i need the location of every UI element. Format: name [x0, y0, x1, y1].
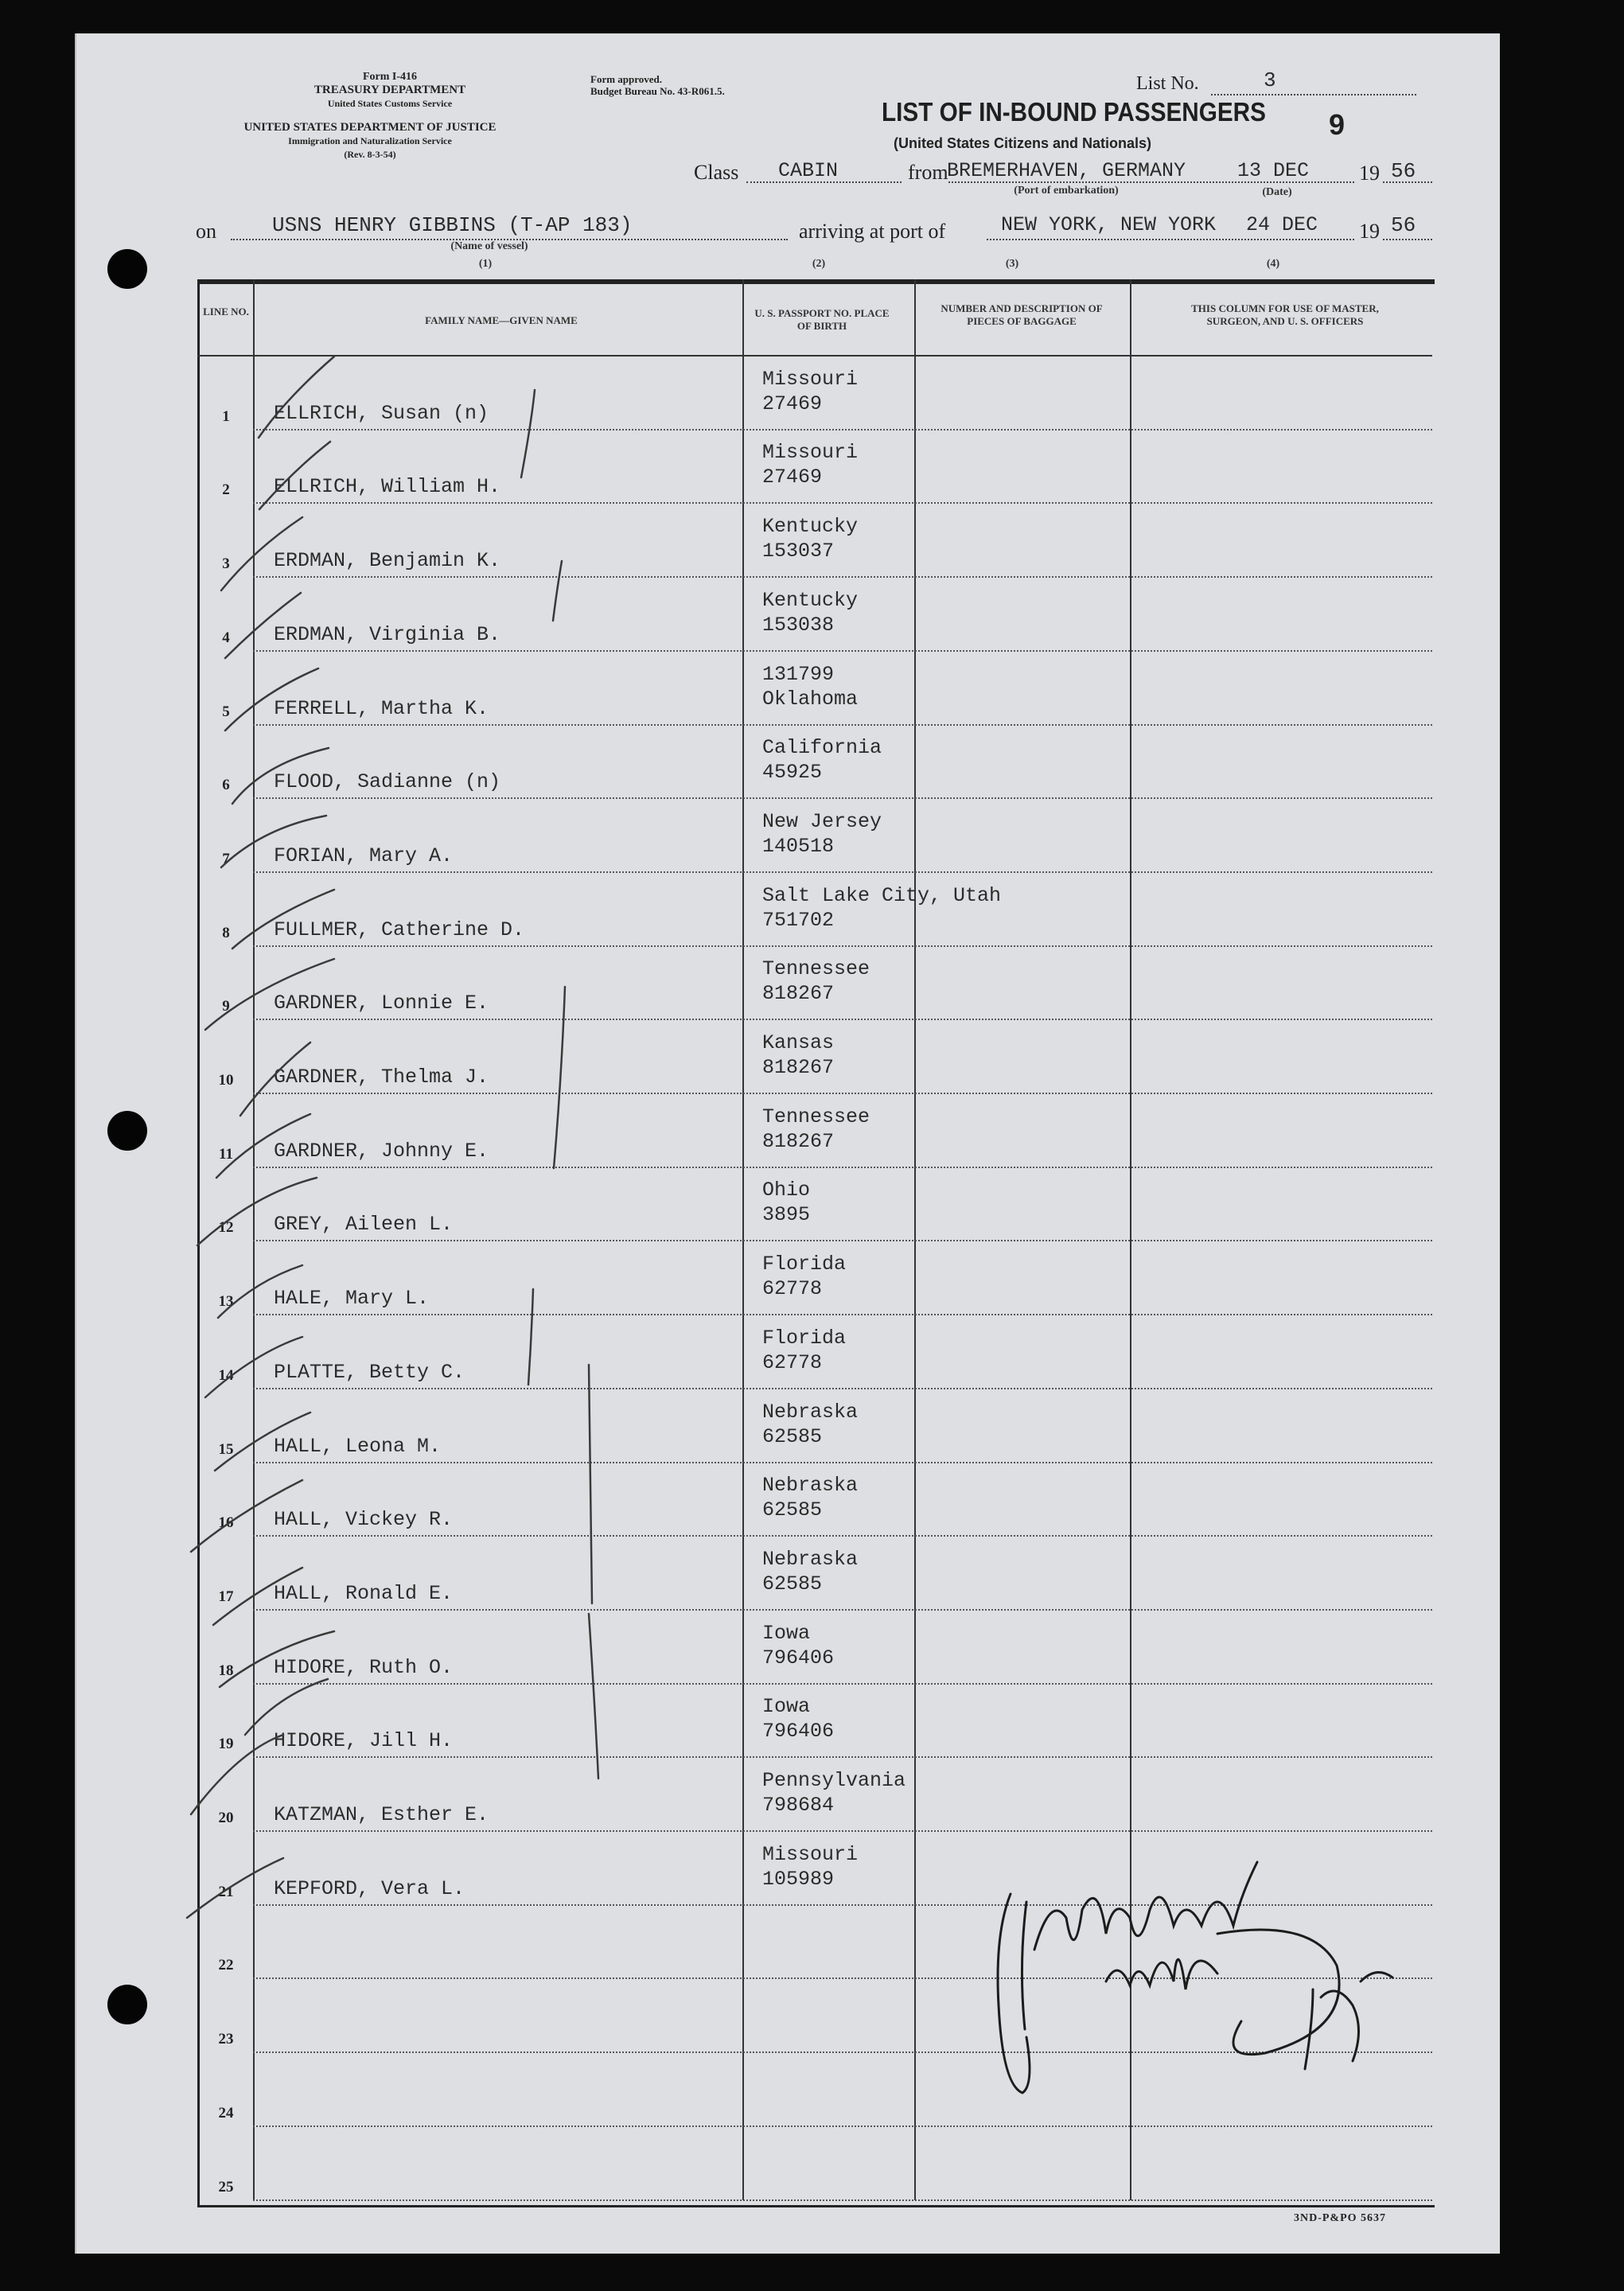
passenger-name: ERDMAN, Virginia B. — [274, 622, 501, 646]
row-rule — [253, 797, 1432, 799]
passenger-name: HALL, Leona M. — [274, 1434, 442, 1458]
passport-or-birthplace-line1: Tennessee — [762, 1105, 870, 1128]
col-header-name: FAMILY NAME—GIVEN NAME — [425, 314, 578, 326]
form-subtitle: (United States Citizens and Nationals) — [893, 135, 1152, 151]
passenger-name: KATZMAN, Esther E. — [274, 1803, 489, 1826]
port-of-embarkation: BREMERHAVEN, GERMANY — [947, 159, 1186, 182]
passport-or-birthplace-line1: Florida — [762, 1326, 847, 1350]
class-value: CABIN — [778, 159, 839, 182]
list-no-value: 3 — [1264, 68, 1276, 92]
justice-department: UNITED STATES DEPARTMENT OF JUSTICE — [243, 121, 497, 134]
passport-or-birthplace-line2: 62778 — [762, 1350, 823, 1374]
from-year-prefix: 19 — [1359, 162, 1380, 185]
line-number: 16 — [218, 1514, 234, 1532]
binder-hole — [107, 249, 147, 289]
passport-or-birthplace-line1: Salt Lake City, Utah — [762, 883, 1002, 907]
line-number: 19 — [218, 1736, 234, 1753]
passport-or-birthplace-line2: 751702 — [762, 908, 835, 932]
line-number: 18 — [218, 1662, 234, 1679]
row-rule — [253, 724, 1432, 726]
passport-or-birthplace-line1: Nebraska — [762, 1474, 859, 1498]
justice-block — [187, 121, 553, 162]
approval-block — [590, 73, 725, 97]
passport-or-birthplace-line2: 818267 — [762, 1056, 835, 1079]
passport-or-birthplace-line2: 153038 — [762, 613, 835, 637]
col-header-baggage: NUMBER AND DESCRIPTION OF PIECES OF BAGGAGE — [941, 302, 1103, 327]
row-rule — [253, 1093, 1432, 1094]
page-number: 9 — [1329, 108, 1346, 141]
list-no-label: List No. — [1136, 73, 1199, 94]
col-number-3: (3) — [1005, 258, 1019, 270]
row-rule — [253, 1535, 1432, 1537]
col-number-2: (2) — [812, 258, 826, 270]
passport-or-birthplace-line1: California — [762, 736, 882, 760]
col-number-4: (4) — [1266, 258, 1280, 270]
row-rule — [253, 1830, 1432, 1832]
passport-or-birthplace-line2: 62585 — [762, 1572, 823, 1596]
passenger-name: ERDMAN, Benjamin K. — [274, 549, 501, 573]
row-rule — [253, 2125, 1432, 2127]
line-number: 17 — [218, 1588, 234, 1605]
line-number: 25 — [218, 2178, 234, 2196]
passenger-name: FORIAN, Mary A. — [274, 844, 454, 867]
arrival-year: 56 — [1391, 213, 1416, 237]
revision-date: (Rev. 8-3-54) — [344, 149, 396, 160]
line-number: 21 — [218, 1883, 234, 1900]
passenger-name: HIDORE, Jill H. — [274, 1729, 454, 1753]
passenger-name: ELLRICH, Susan (n) — [274, 401, 489, 425]
passport-or-birthplace-line1: New Jersey — [762, 809, 882, 833]
passport-or-birthplace-line2: 105989 — [762, 1867, 835, 1891]
passport-or-birthplace-line1: Iowa — [762, 1621, 811, 1645]
form-number: Form I-416 — [362, 71, 418, 83]
row-rule — [253, 871, 1432, 873]
passenger-name: FERRELL, Martha K. — [274, 696, 489, 720]
passenger-name: HIDORE, Ruth O. — [274, 1655, 454, 1679]
passport-or-birthplace-line1: Kentucky — [762, 588, 859, 612]
row-rule — [253, 576, 1432, 578]
passport-or-birthplace-line2: 818267 — [762, 1129, 835, 1153]
passport-or-birthplace-line1: 131799 — [762, 662, 835, 686]
line-number: 24 — [218, 2104, 234, 2122]
passenger-name: GARDNER, Johnny E. — [274, 1139, 489, 1163]
line-number: 7 — [222, 850, 230, 867]
port-caption: (Port of embarkation) — [1014, 185, 1119, 197]
row-rule — [253, 1388, 1432, 1389]
row-rule — [253, 429, 1432, 431]
passport-or-birthplace-line1: Iowa — [762, 1695, 811, 1719]
arrival-port: NEW YORK, NEW YORK — [1001, 213, 1217, 236]
form-approved: Form approved. — [590, 73, 663, 85]
row-rule — [253, 2051, 1432, 2053]
passport-or-birthplace-line1: Missouri — [762, 1842, 859, 1866]
row-rule — [253, 1314, 1432, 1315]
binder-hole — [107, 1111, 147, 1151]
arriving-label: arriving at port of — [799, 220, 946, 243]
passport-or-birthplace-line1: Ohio — [762, 1179, 811, 1202]
row-rule — [253, 945, 1432, 947]
line-number: 3 — [222, 555, 230, 573]
arrival-year-prefix: 19 — [1359, 220, 1380, 243]
passport-or-birthplace-line1: Nebraska — [762, 1400, 859, 1424]
row-rule — [253, 650, 1432, 652]
passenger-name: HALE, Mary L. — [274, 1287, 430, 1311]
on-label: on — [196, 220, 216, 243]
line-number: 13 — [218, 1293, 234, 1311]
passport-or-birthplace-line1: Tennessee — [762, 957, 870, 981]
passport-or-birthplace-line2: 27469 — [762, 466, 823, 489]
header-divider — [197, 355, 1432, 357]
passport-or-birthplace-line2: 153037 — [762, 540, 835, 563]
line-number: 14 — [218, 1366, 234, 1384]
row-rule — [253, 1609, 1432, 1611]
vessel-caption: (Name of vessel) — [450, 240, 528, 252]
embarkation-year: 56 — [1391, 159, 1416, 183]
passenger-name: HALL, Vickey R. — [274, 1508, 454, 1532]
date-caption: (Date) — [1262, 186, 1292, 198]
row-rule — [253, 1977, 1432, 1979]
printer-mark: 3ND-P&PO 5637 — [1294, 2212, 1387, 2224]
col-header-line-no: LINE NO. — [203, 306, 249, 318]
customs-service: United States Customs Service — [327, 98, 453, 109]
arrival-year-underline — [1383, 239, 1432, 240]
passport-or-birthplace-line1: Missouri — [762, 441, 859, 465]
line-number: 10 — [218, 1072, 234, 1089]
passenger-name: GARDNER, Lonnie E. — [274, 992, 489, 1015]
vessel-name: USNS HENRY GIBBINS (T-AP 183) — [272, 213, 633, 237]
treasury-department: TREASURY DEPARTMENT — [314, 84, 466, 96]
col-header-passport: U. S. PASSPORT NO. PLACE OF BIRTH — [754, 307, 890, 332]
row-rule — [253, 502, 1432, 504]
passport-or-birthplace-line1: Missouri — [762, 367, 859, 391]
row-rule — [253, 1167, 1432, 1168]
passport-or-birthplace-line2: 62778 — [762, 1277, 823, 1301]
passport-or-birthplace-line2: 798684 — [762, 1794, 835, 1817]
passenger-name: PLATTE, Betty C. — [274, 1360, 465, 1384]
line-number: 12 — [218, 1219, 234, 1237]
passport-or-birthplace-line2: 3895 — [762, 1203, 811, 1227]
passport-or-birthplace-line1: Nebraska — [762, 1547, 859, 1571]
row-rule — [253, 1683, 1432, 1685]
row-rule — [253, 1756, 1432, 1758]
passport-or-birthplace-line1: Kansas — [762, 1031, 835, 1054]
form-title: LIST OF IN-BOUND PASSENGERS — [882, 97, 1266, 127]
passport-or-birthplace-line1: Kentucky — [762, 515, 859, 539]
arrival-underline — [987, 239, 1354, 240]
passport-or-birthplace-line2: 62585 — [762, 1498, 823, 1522]
line-number: 8 — [222, 924, 230, 941]
row-rule — [253, 1019, 1432, 1020]
arrival-date: 24 DEC — [1246, 213, 1318, 236]
line-number: 4 — [222, 629, 230, 646]
passport-or-birthplace-line1: Florida — [762, 1253, 847, 1276]
class-label: Class — [694, 161, 739, 184]
row-rule — [253, 1240, 1432, 1241]
passenger-name: FLOOD, Sadianne (n) — [274, 770, 501, 794]
passenger-name: ELLRICH, William H. — [274, 475, 501, 499]
line-number: 23 — [218, 2031, 234, 2048]
embarkation-date: 13 DEC — [1237, 159, 1310, 182]
passenger-name: HALL, Ronald E. — [274, 1581, 454, 1605]
passport-or-birthplace-line2: 140518 — [762, 834, 835, 858]
list-no-underline — [1211, 94, 1416, 95]
passenger-name: KEPFORD, Vera L. — [274, 1876, 465, 1900]
line-number: 5 — [222, 703, 230, 720]
row-rule — [253, 2199, 1432, 2201]
passport-or-birthplace-line2: 45925 — [762, 761, 823, 785]
passenger-name: FULLMER, Catherine D. — [274, 918, 525, 941]
passenger-name: GARDNER, Thelma J. — [274, 1066, 489, 1089]
passport-or-birthplace-line1: Pennsylvania — [762, 1769, 906, 1792]
passenger-name: GREY, Aileen L. — [274, 1213, 454, 1237]
line-number: 2 — [222, 481, 230, 499]
col-number-1: (1) — [478, 258, 493, 270]
binder-hole — [107, 1985, 147, 2024]
line-number: 11 — [219, 1145, 233, 1163]
passport-or-birthplace-line2: Oklahoma — [762, 687, 859, 711]
line-number: 22 — [218, 1957, 234, 1974]
passport-or-birthplace-line2: 62585 — [762, 1424, 823, 1448]
passport-or-birthplace-line2: 818267 — [762, 982, 835, 1006]
budget-bureau: Budget Bureau No. 43-R061.5. — [590, 85, 725, 97]
ins-service: Immigration and Naturalization Service — [288, 135, 452, 146]
line-number: 6 — [222, 777, 230, 794]
row-rule — [253, 1462, 1432, 1463]
col-header-officers: THIS COLUMN FOR USE OF MASTER, SURGEON, AND U. S. OFFICERS — [1191, 302, 1379, 327]
form-agency-block — [263, 70, 517, 111]
passport-or-birthplace-line2: 27469 — [762, 392, 823, 415]
passport-or-birthplace-line2: 796406 — [762, 1720, 835, 1744]
line-number: 9 — [222, 998, 230, 1015]
line-number: 15 — [218, 1440, 234, 1458]
from-label: from — [908, 161, 948, 184]
row-rule — [253, 1904, 1432, 1906]
line-number: 20 — [218, 1810, 234, 1826]
passport-or-birthplace-line2: 796406 — [762, 1646, 835, 1670]
line-number: 1 — [222, 407, 230, 425]
